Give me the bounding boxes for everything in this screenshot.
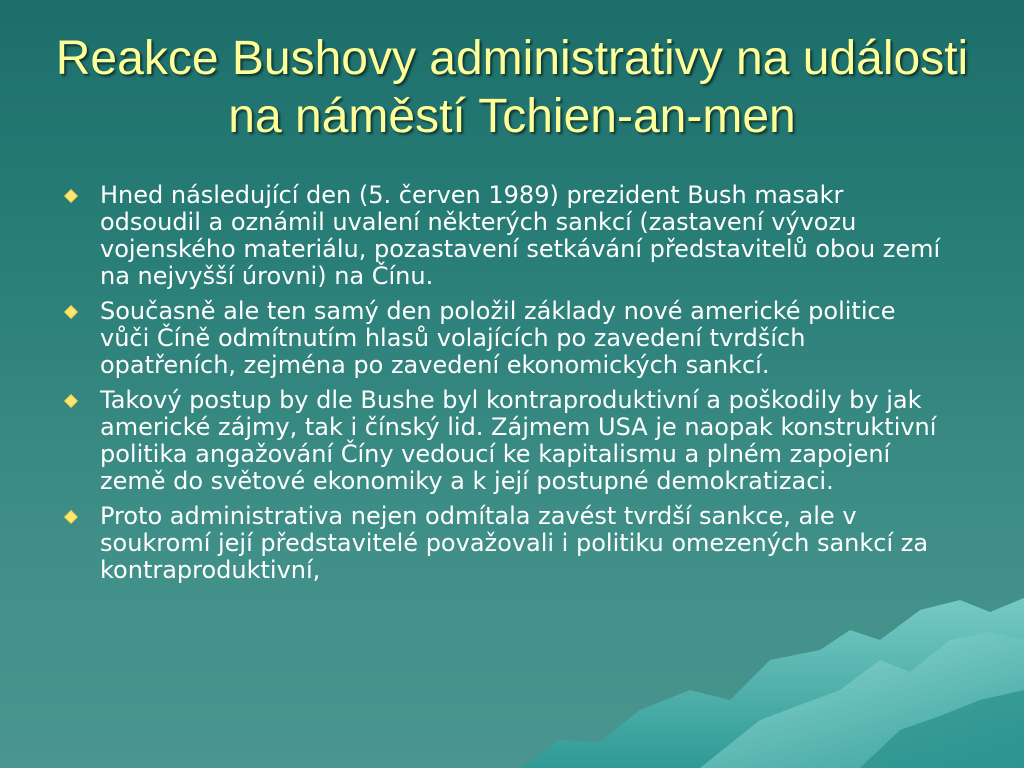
diamond-bullet-icon [64, 189, 78, 203]
bullet-item [62, 503, 942, 584]
bullet-list [62, 182, 942, 592]
bullet-item [62, 298, 942, 379]
bullet-item [62, 387, 942, 495]
diamond-bullet-icon [64, 305, 78, 319]
diamond-bullet-icon [64, 394, 78, 408]
bullet-text: Proto administrativa nejen odmítala zavést tvrdší sankce, ale v soukromí její představitelé považovali i politiku omezených sankcí za kontraproduktivní, [100, 502, 929, 584]
slide-title: Reakce Bushovy administrativy na události na náměstí Tchien-an-men [55, 32, 969, 143]
bullet-item [62, 182, 942, 290]
bullet-text: Hned následující den (5. červen 1989) prezident Bush masakr odsoudil a oznámil uvalení některých sankcí (zastavení vývozu vojenského materiálu, pozastavení setkávání představitelů obou zemí na nejvyšší úrovni) na Čínu. [100, 181, 941, 290]
bullet-text: Takový postup by dle Bushe byl kontraproduktivní a poškodily by jak americké zájmy, tak i čínský lid. Zájmem USA je naopak konstruktivní politika angažování Číny vedoucí ke kapitalismu a plném zapojení země do světové ekonomiky a k její postupné demokratizaci. [100, 386, 937, 495]
diamond-bullet-icon [64, 510, 78, 524]
bullet-text: Současně ale ten samý den položil základy nové americké politice vůči Číně odmítnutím hlasů volajících po zavedení tvrdších opatřeních, zejména po zavedení ekonomických sankcí. [100, 297, 896, 379]
